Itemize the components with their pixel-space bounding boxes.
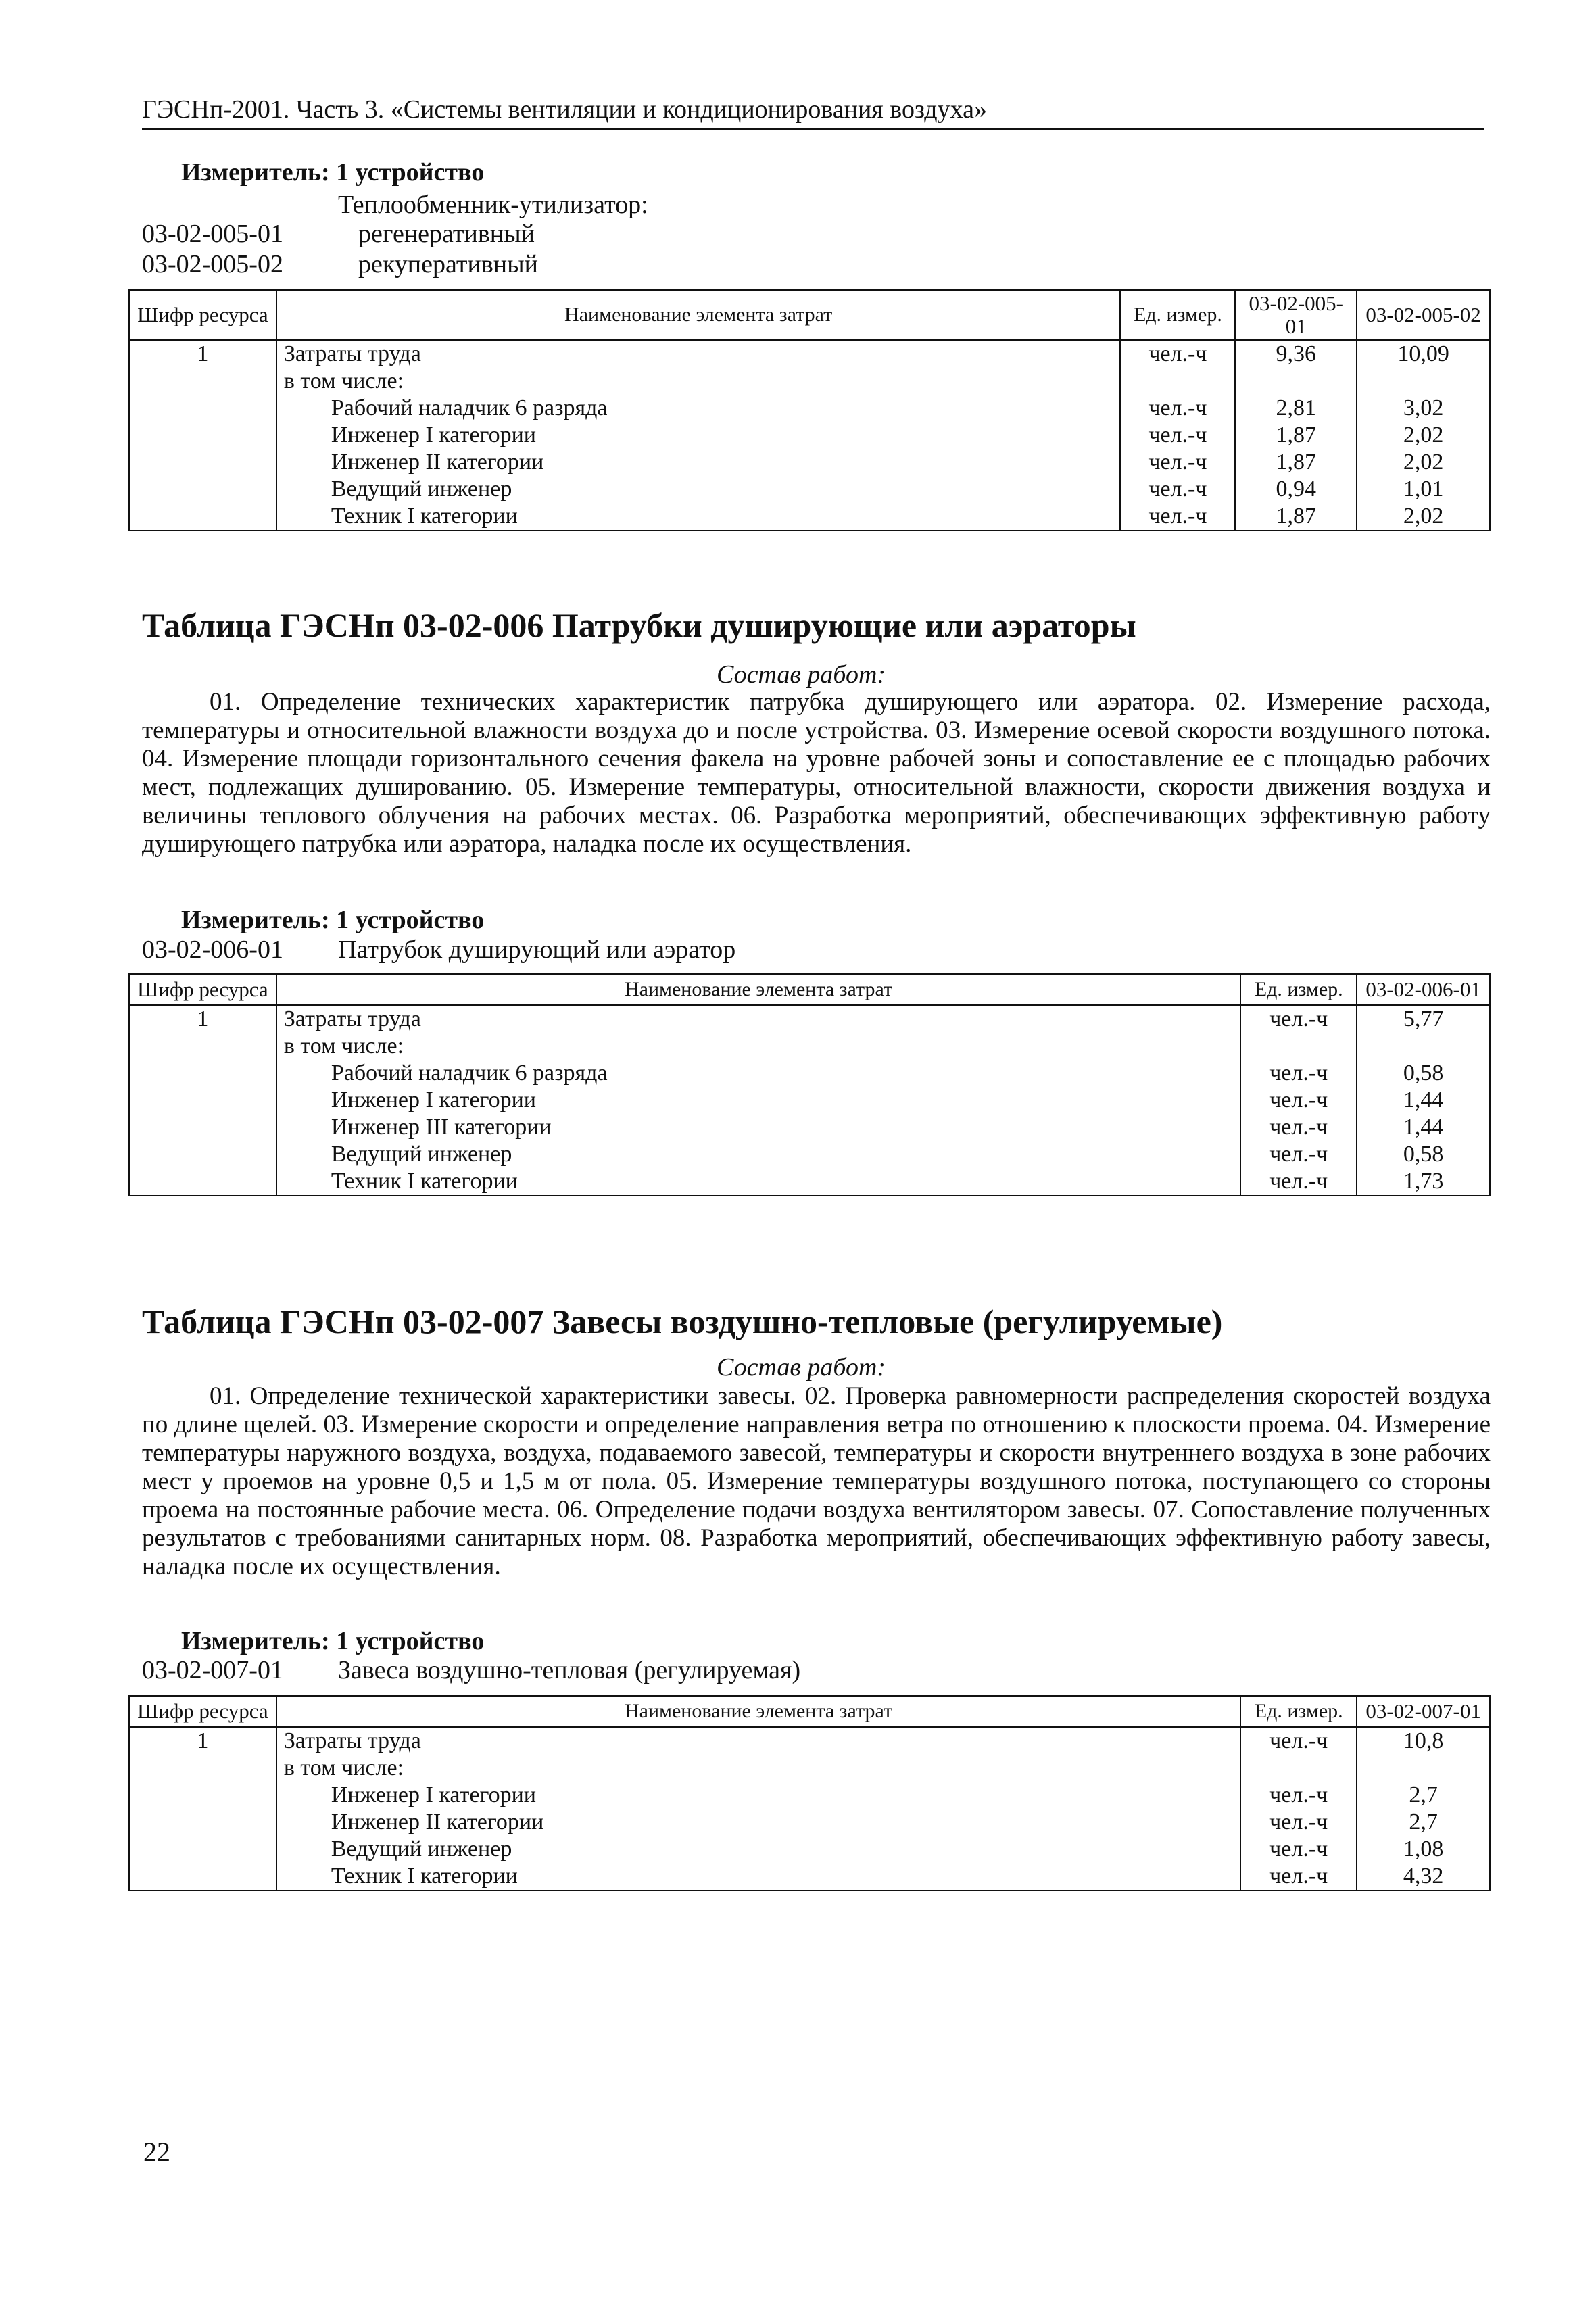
table-row xyxy=(129,1005,1490,1033)
resource-table xyxy=(128,973,1491,1196)
table-row xyxy=(129,1033,1490,1060)
unit: чел.-ч xyxy=(1240,1809,1357,1836)
cost-element-name: Инженер II категории xyxy=(276,449,1121,476)
col-header-name: Наименование элемента затрат xyxy=(276,290,1121,340)
norm-value: 2,02 xyxy=(1357,449,1490,476)
norm-value: 1,87 xyxy=(1235,449,1357,476)
col-header-unit: Ед. измер. xyxy=(1240,974,1357,1005)
resource-code xyxy=(129,1168,276,1196)
cost-element-name: Ведущий инженер xyxy=(276,1141,1240,1168)
resource-code xyxy=(129,1809,276,1836)
unit xyxy=(1120,368,1235,395)
norm-value: 2,7 xyxy=(1357,1782,1490,1809)
table-row xyxy=(129,1727,1490,1755)
unit: чел.-ч xyxy=(1120,503,1235,531)
norm-value: 2,02 xyxy=(1357,503,1490,531)
cost-element-name: Рабочий наладчик 6 разряда xyxy=(276,395,1121,422)
col-header-code: Шифр ресурса xyxy=(129,290,276,340)
unit: чел.-ч xyxy=(1240,1168,1357,1196)
col-header-code: Шифр ресурса xyxy=(129,1696,276,1727)
norm-value: 10,8 xyxy=(1357,1727,1490,1755)
norm-value: 1,08 xyxy=(1357,1836,1490,1863)
norm-description: Завеса воздушно-тепловая (регулируемая) xyxy=(338,1656,801,1684)
norm-value: 0,58 xyxy=(1357,1141,1490,1168)
table-title: Таблица ГЭСНп 03-02-006 Патрубки душирующие или аэраторы xyxy=(142,606,1136,644)
section-subtitle: Состав работ: xyxy=(717,660,886,689)
resource-table xyxy=(128,1695,1491,1891)
section-subtitle: Состав работ: xyxy=(717,1353,886,1382)
norm-value: 10,09 xyxy=(1357,340,1490,368)
resource-code xyxy=(129,1141,276,1168)
norm-value: 1,44 xyxy=(1357,1114,1490,1141)
norm-value: 3,02 xyxy=(1357,395,1490,422)
cost-element-name: Ведущий инженер xyxy=(276,476,1121,503)
unit: чел.-ч xyxy=(1120,476,1235,503)
norm-description: рекуперативный xyxy=(358,250,538,278)
norm-code: 03-02-005-01 xyxy=(142,220,283,248)
norm-code: 03-02-007-01 xyxy=(142,1656,283,1684)
table-row xyxy=(129,1836,1490,1863)
norm-value: 4,32 xyxy=(1357,1863,1490,1891)
unit: чел.-ч xyxy=(1240,1782,1357,1809)
cost-element-name: в том числе: xyxy=(276,1755,1240,1782)
cost-element-name: Рабочий наладчик 6 разряда xyxy=(276,1060,1240,1087)
norm-value: 5,77 xyxy=(1357,1005,1490,1033)
resource-code xyxy=(129,395,276,422)
resource-code xyxy=(129,1114,276,1141)
resource-table xyxy=(128,289,1491,531)
resource-code xyxy=(129,1782,276,1809)
cost-element-name: Инженер III категории xyxy=(276,1114,1240,1141)
cost-element-name: Затраты труда xyxy=(276,340,1121,368)
norm-value: 1,44 xyxy=(1357,1087,1490,1114)
col-header-code: Шифр ресурса xyxy=(129,974,276,1005)
cost-element-name: Техник I категории xyxy=(276,1168,1240,1196)
unit: чел.-ч xyxy=(1120,422,1235,449)
cost-element-name: Инженер I категории xyxy=(276,422,1121,449)
table-title: Таблица ГЭСНп 03-02-007 Завесы воздушно-тепловые (регулируемые) xyxy=(142,1302,1223,1340)
table-row xyxy=(129,1755,1490,1782)
meter-label: Измеритель: 1 устройство xyxy=(181,1627,485,1655)
table-row xyxy=(129,1863,1490,1891)
norm-value xyxy=(1357,368,1490,395)
table-row xyxy=(129,1782,1490,1809)
col-header-name: Наименование элемента затрат xyxy=(276,974,1240,1005)
unit: чел.-ч xyxy=(1240,1141,1357,1168)
norm-value: 0,58 xyxy=(1357,1060,1490,1087)
col-header-norm: 03-02-006-01 xyxy=(1357,974,1490,1005)
work-description: 01. Определение технической характеристики завесы. 02. Проверка равномерности распределения скоростей воздуха по длине щелей. 03. Измерение скорости и определение направления ветра по отношению к плоскости проема. 04. Измерение температуры наружного воздуха, воздуха, подаваемого завесой, температуры и скорости внутреннего воздуха в зоне рабочих мест у проемов на уровне 0,5 и 1,5 м от пола. 05. Измерение температуры воздушного потока, поступающего со стороны проема на постоянные рабочие места. 06. Определение подачи воздуха вентилятором завесы. 07. Сопоставление полученных результатов с требованиями санитарных норм. 08. Разработка мероприятий, обеспечивающих эффективную работу завесы, наладка после их осуществления. xyxy=(142,1382,1491,1580)
unit xyxy=(1240,1755,1357,1782)
norm-description: регенеративный xyxy=(358,220,535,248)
resource-code xyxy=(129,368,276,395)
table-row xyxy=(129,395,1490,422)
table-row xyxy=(129,476,1490,503)
unit: чел.-ч xyxy=(1120,395,1235,422)
unit: чел.-ч xyxy=(1240,1863,1357,1891)
resource-code xyxy=(129,1863,276,1891)
cost-element-name: Техник I категории xyxy=(276,503,1121,531)
resource-code xyxy=(129,1060,276,1087)
cost-element-name: Затраты труда xyxy=(276,1727,1240,1755)
cost-element-name: Инженер II категории xyxy=(276,1809,1240,1836)
table-row xyxy=(129,1809,1490,1836)
table-row xyxy=(129,1087,1490,1114)
resource-code: 1 xyxy=(129,1005,276,1033)
cost-element-name: в том числе: xyxy=(276,1033,1240,1060)
table-row xyxy=(129,1141,1490,1168)
table-row xyxy=(129,1060,1490,1087)
table-row xyxy=(129,1114,1490,1141)
resource-code xyxy=(129,1033,276,1060)
table-row xyxy=(129,340,1490,368)
cost-element-name: в том числе: xyxy=(276,368,1121,395)
norm-value: 1,73 xyxy=(1357,1168,1490,1196)
norm-value: 0,94 xyxy=(1235,476,1357,503)
table-row xyxy=(129,368,1490,395)
norm-value: 1,87 xyxy=(1235,422,1357,449)
unit: чел.-ч xyxy=(1120,340,1235,368)
cost-element-name: Техник I категории xyxy=(276,1863,1240,1891)
resource-code xyxy=(129,476,276,503)
unit: чел.-ч xyxy=(1240,1114,1357,1141)
resource-code xyxy=(129,1087,276,1114)
cost-element-name: Инженер I категории xyxy=(276,1087,1240,1114)
norm-code: 03-02-006-01 xyxy=(142,935,283,964)
work-description: 01. Определение технических характеристик патрубка душирующего или аэратора. 02. Измерение расхода, температуры и относительной влажности воздуха до и после устройства. 03. Измерение осевой скорости воздушного потока. 04. Измерение площади горизонтального сечения факела на уровне рабочей зоны и сопоставление ее с площадью рабочих мест, подлежащих душированию. 05. Измерение температуры, относительной влажности, скорости движения воздуха и величины теплового облучения на рабочих местах. 06. Разработка мероприятий, обеспечивающих эффективную работу душирующего патрубка или аэратора, наладка после их осуществления. xyxy=(142,688,1491,858)
col-header-norm: 03-02-007-01 xyxy=(1357,1696,1490,1727)
unit: чел.-ч xyxy=(1240,1836,1357,1863)
table-row xyxy=(129,422,1490,449)
cost-element-name: Ведущий инженер xyxy=(276,1836,1240,1863)
unit: чел.-ч xyxy=(1120,449,1235,476)
meter-label: Измеритель: 1 устройство xyxy=(181,158,485,187)
norm-code: 03-02-005-02 xyxy=(142,250,283,278)
resource-code xyxy=(129,1836,276,1863)
table-row xyxy=(129,503,1490,531)
table-row xyxy=(129,1168,1490,1196)
resource-code xyxy=(129,503,276,531)
col-header-norm: 03-02-005-01 xyxy=(1235,290,1357,340)
norm-value: 2,02 xyxy=(1357,422,1490,449)
resource-code xyxy=(129,422,276,449)
norm-value xyxy=(1357,1755,1490,1782)
page-header: ГЭСНп-2001. Часть 3. «Системы вентиляции и кондиционирования воздуха» xyxy=(142,93,1484,130)
unit xyxy=(1240,1033,1357,1060)
col-header-unit: Ед. измер. xyxy=(1240,1696,1357,1727)
meter-label: Измеритель: 1 устройство xyxy=(181,906,485,934)
norm-value: 1,87 xyxy=(1235,503,1357,531)
unit: чел.-ч xyxy=(1240,1087,1357,1114)
col-header-name: Наименование элемента затрат xyxy=(276,1696,1240,1727)
norm-value: 2,81 xyxy=(1235,395,1357,422)
norm-value xyxy=(1235,368,1357,395)
norm-value: 9,36 xyxy=(1235,340,1357,368)
col-header-norm: 03-02-005-02 xyxy=(1357,290,1490,340)
norm-value: 2,7 xyxy=(1357,1809,1490,1836)
col-header-unit: Ед. измер. xyxy=(1120,290,1235,340)
group-title: Теплообменник-утилизатор: xyxy=(338,191,648,219)
cost-element-name: Инженер I категории xyxy=(276,1782,1240,1809)
unit: чел.-ч xyxy=(1240,1005,1357,1033)
resource-code xyxy=(129,449,276,476)
page-number: 22 xyxy=(143,2137,170,2167)
norm-value: 1,01 xyxy=(1357,476,1490,503)
table-row xyxy=(129,449,1490,476)
cost-element-name: Затраты труда xyxy=(276,1005,1240,1033)
norm-description: Патрубок душирующий или аэратор xyxy=(338,935,736,964)
unit: чел.-ч xyxy=(1240,1060,1357,1087)
resource-code xyxy=(129,1755,276,1782)
resource-code: 1 xyxy=(129,340,276,368)
unit: чел.-ч xyxy=(1240,1727,1357,1755)
norm-value xyxy=(1357,1033,1490,1060)
resource-code: 1 xyxy=(129,1727,276,1755)
